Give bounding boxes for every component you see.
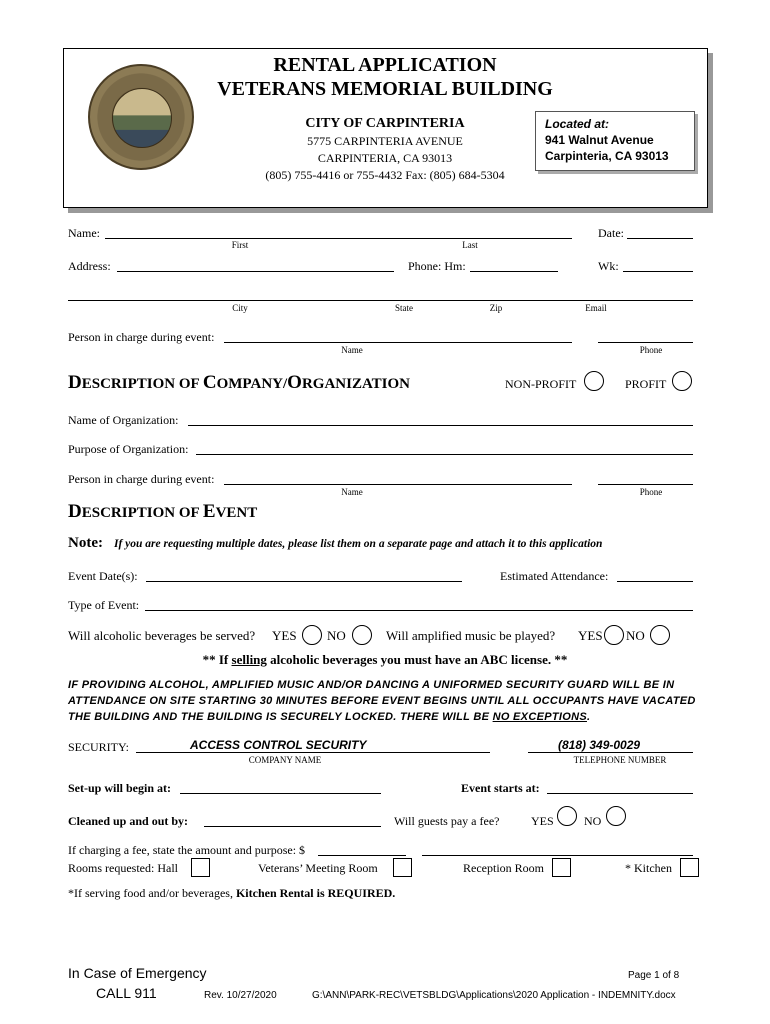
security-phone-value: (818) 349-0029 <box>558 738 641 752</box>
zip-sub: Zip <box>489 303 503 313</box>
note-label: Note: <box>68 535 103 551</box>
org-person-phone-sub: Phone <box>639 487 663 497</box>
profit-radio[interactable] <box>672 371 692 391</box>
person-name-field[interactable] <box>224 342 572 343</box>
event-heading: DESCRIPTION OF EVENT <box>68 501 258 522</box>
rooms-label: Rooms requested: Hall <box>68 861 178 875</box>
org-person-label: Person in charge during event: <box>68 472 215 486</box>
attendance-label: Estimated Attendance: <box>500 569 609 583</box>
cleaned-field[interactable] <box>204 826 381 827</box>
title-line1: RENTAL APPLICATION <box>273 54 497 76</box>
location-text: Located at: 941 Walnut Avenue Carpinteria, CA 93013 <box>545 117 669 163</box>
kitchen-checkbox[interactable] <box>680 858 699 877</box>
city-state-zip-field[interactable] <box>68 300 693 301</box>
org-person-phone-field[interactable] <box>598 484 693 485</box>
fee-question: Will guests pay a fee? <box>394 814 500 828</box>
state-sub: State <box>395 303 413 313</box>
alcohol-question: Will alcoholic beverages be served? <box>68 628 256 643</box>
attendance-field[interactable] <box>617 581 693 582</box>
charging-amount-field[interactable] <box>318 855 406 856</box>
name-label: Name: <box>68 226 100 240</box>
address-field[interactable] <box>117 271 394 272</box>
city-address: 5775 CARPINTERIA AVENUE CARPINTERIA, CA 93013 (805) 755-4416 or 755-4432 Fax: (805) 684-5304 <box>265 134 505 182</box>
security-warning: IF PROVIDING ALCOHOL, AMPLIFIED MUSIC AND/OR DANCING A UNIFORMED SECURITY GUARD WILL BE IN ATTENDANCE ON SITE STARTING 30 MINUTES BEFORE EVENT BEGINS UNTIL ALL OCCUPANTS HAVE VACATED THE BUILDING AND THE BUILDING IS SECURELY LOCKED. THERE WILL BE NO EXCEPTIONS. <box>68 679 696 723</box>
music-yes-radio[interactable] <box>604 625 624 645</box>
veterans-room-label: Veterans’ Meeting Room <box>258 861 378 875</box>
alcohol-no-label: NO <box>327 628 346 643</box>
address-label: Address: <box>68 259 111 273</box>
org-name-field[interactable] <box>188 425 693 426</box>
date-label: Date: <box>598 226 624 240</box>
telephone-sub: TELEPHONE NUMBER <box>573 755 667 765</box>
event-dates-label: Event Date(s): <box>68 569 138 583</box>
city-name: CITY OF CARPINTERIA <box>305 116 465 131</box>
person-label: Person in charge during event: <box>68 330 215 344</box>
name-field[interactable] <box>105 238 572 239</box>
call-911-text: CALL 911 <box>96 985 157 1001</box>
veterans-room-checkbox[interactable] <box>393 858 412 877</box>
page-number: Page 1 of 8 <box>628 970 680 981</box>
music-no-radio[interactable] <box>650 625 670 645</box>
security-label: SECURITY: <box>68 740 129 754</box>
emergency-text: In Case of Emergency <box>68 965 207 981</box>
charging-label: If charging a fee, state the amount and purpose: $ <box>68 843 306 857</box>
phone-hm-label: Phone: Hm: <box>408 259 466 273</box>
nonprofit-label: NON-PROFIT <box>505 377 577 391</box>
file-path: G:\ANN\PARK-REC\VETSBLDG\Applications\2020 Application - INDEMNITY.docx <box>312 990 676 1001</box>
security-company-field[interactable] <box>136 752 490 753</box>
company-heading: DESCRIPTION OF COMPANY/ORGANIZATION <box>68 372 411 393</box>
company-name-sub: COMPANY NAME <box>248 755 322 765</box>
email-sub: Email <box>585 303 607 313</box>
last-sub: Last <box>462 240 478 250</box>
charging-purpose-field[interactable] <box>422 855 693 856</box>
reception-room-checkbox[interactable] <box>552 858 571 877</box>
fee-yes-radio[interactable] <box>557 806 577 826</box>
setup-field[interactable] <box>180 793 381 794</box>
security-company-value: ACCESS CONTROL SECURITY <box>190 738 367 752</box>
org-person-name-field[interactable] <box>224 484 572 485</box>
city-sub: City <box>232 303 248 313</box>
security-phone-field[interactable] <box>528 752 693 753</box>
nonprofit-radio[interactable] <box>584 371 604 391</box>
music-yes-label: YES <box>578 628 603 643</box>
fee-no-label: NO <box>584 814 602 828</box>
event-type-field[interactable] <box>145 610 693 611</box>
profit-label: PROFIT <box>625 377 667 391</box>
alcohol-no-radio[interactable] <box>352 625 372 645</box>
phone-hm-field[interactable] <box>470 271 558 272</box>
wk-field[interactable] <box>623 271 693 272</box>
setup-label: Set-up will begin at: <box>68 781 172 795</box>
kitchen-note: *If serving food and/or beverages, Kitchen Rental is REQUIRED. <box>68 886 396 900</box>
person-name-sub: Name <box>341 345 363 355</box>
purpose-label: Purpose of Organization: <box>68 442 189 456</box>
org-name-label: Name of Organization: <box>68 413 179 427</box>
alcohol-yes-label: YES <box>272 628 297 643</box>
first-sub: First <box>231 240 249 250</box>
event-dates-field[interactable] <box>146 581 462 582</box>
fee-yes-label: YES <box>531 814 554 828</box>
kitchen-label: * Kitchen <box>625 861 672 875</box>
fee-no-radio[interactable] <box>606 806 626 826</box>
starts-field[interactable] <box>547 793 693 794</box>
reception-room-label: Reception Room <box>463 861 544 875</box>
org-person-name-sub: Name <box>341 487 363 497</box>
abc-license-note: ** If selling alcoholic beverages you must have an ABC license. ** <box>202 652 568 667</box>
cleaned-label: Cleaned up and out by: <box>68 814 189 828</box>
hall-checkbox[interactable] <box>191 858 210 877</box>
note-text: If you are requesting multiple dates, please list them on a separate page and attach it to this application <box>114 538 603 550</box>
starts-label: Event starts at: <box>461 781 540 795</box>
event-type-label: Type of Event: <box>68 598 140 612</box>
alcohol-yes-radio[interactable] <box>302 625 322 645</box>
revision-date: Rev. 10/27/2020 <box>204 990 277 1001</box>
music-question: Will amplified music be played? <box>386 628 556 643</box>
person-phone-field[interactable] <box>598 342 693 343</box>
wk-label: Wk: <box>598 259 619 273</box>
purpose-field[interactable] <box>196 454 693 455</box>
music-no-label: NO <box>626 628 645 643</box>
title-line2: VETERANS MEMORIAL BUILDING <box>217 78 553 100</box>
person-phone-sub: Phone <box>639 345 663 355</box>
date-field[interactable] <box>627 238 693 239</box>
